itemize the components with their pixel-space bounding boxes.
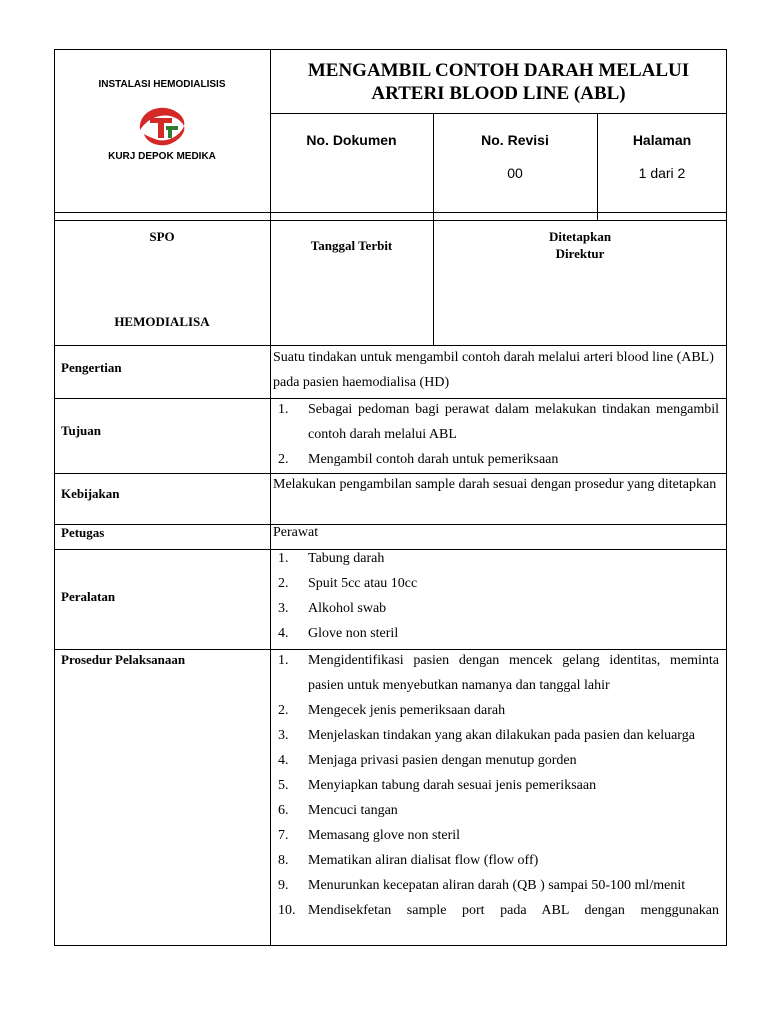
peralatan-label: Peralatan (61, 589, 116, 604)
pengertian-text: Suatu tindakan untuk mengambil contoh darah melalui arteri blood line (ABL) pada pasien haemodialisa (HD) (273, 350, 714, 390)
document-title-line1: MENGAMBIL CONTOH DARAH MELALUI (307, 60, 690, 81)
approved-by-title: Direktur (555, 246, 605, 261)
doc-number-label: No. Dokumen (306, 132, 397, 148)
spo-document (54, 49, 727, 946)
page-label: Halaman (632, 132, 692, 148)
prosedur-list (278, 648, 719, 923)
list-item: 3. Menjelaskan tindakan yang akan dilakukan pada pasien dan keluarga (278, 728, 695, 743)
list-item: 1. Sebagai pedoman bagi perawat dalam melakukan tindakan mengambil contoh darah melalui ABL (278, 402, 719, 442)
petugas-label: Petugas (61, 525, 105, 540)
institution-subname: KURJ DEPOK MEDIKA (108, 151, 216, 162)
institution-name: INSTALASI HEMODIALISIS (98, 79, 226, 90)
list-item: 5. Menyiapkan tabung darah sesuai jenis pemeriksaan (278, 778, 597, 793)
pengertian-label: Pengertian (61, 360, 122, 375)
list-item: 9. Menurunkan kecepatan aliran darah (QB ) sampai 50-100 ml/menit (278, 878, 686, 893)
tujuan-list (278, 397, 719, 472)
page-value: 1 dari 2 (638, 165, 686, 181)
list-item: 2. Spuit 5cc atau 10cc (278, 576, 418, 591)
tujuan-label: Tujuan (61, 423, 101, 438)
list-item: 4. Glove non steril (278, 626, 399, 641)
list-item: 4. Menjaga privasi pasien dengan menutup gorden (278, 753, 577, 768)
kebijakan-label: Kebijakan (61, 486, 120, 501)
issue-date-label: Tanggal Terbit (310, 238, 393, 253)
list-item: 6. Mencuci tangan (278, 803, 398, 818)
petugas-text: Perawat (273, 525, 319, 540)
hospital-logo (132, 104, 192, 148)
list-item: 2. Mengambil contoh darah untuk pemeriksaan (278, 452, 559, 467)
logo-icon (132, 104, 192, 148)
revision-label: No. Revisi (481, 132, 549, 148)
list-item: 8. Mematikan aliran dialisat flow (flow off) (278, 853, 539, 868)
list-item: 7. Memasang glove non steril (278, 828, 461, 843)
approved-by-label: Ditetapkan (548, 229, 612, 244)
revision-value: 00 (507, 165, 523, 181)
list-item: 1. Mengidentifikasi pasien dengan mencek gelang identitas, meminta pasien untuk menyebutkan namanya dan tanggal lahir (278, 653, 719, 693)
list-item: 1. Tabung darah (278, 551, 385, 566)
prosedur-label: Prosedur Pelaksanaan (61, 652, 186, 667)
list-item: 2. Mengecek jenis pemeriksaan darah (278, 703, 506, 718)
unit-label: HEMODIALISA (114, 314, 210, 329)
spo-label: SPO (149, 229, 175, 244)
list-item: 10. Mendisekfetan sample port pada ABL dengan menggunakan (278, 903, 719, 918)
document-title-line2: ARTERI BLOOD LINE (ABL) (371, 83, 626, 104)
peralatan-list (278, 546, 719, 646)
list-item: 3. Alkohol swab (278, 601, 387, 616)
kebijakan-text: Melakukan pengambilan sample darah sesuai dengan prosedur yang ditetapkan (273, 477, 717, 492)
